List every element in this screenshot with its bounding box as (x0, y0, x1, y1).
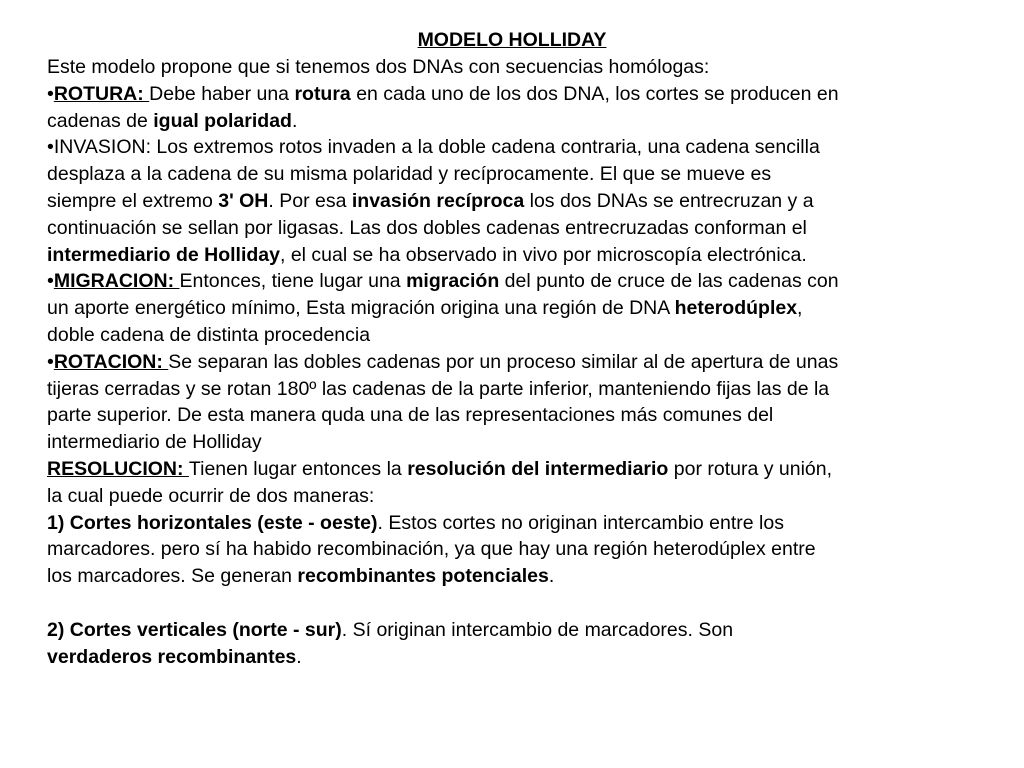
invasion-line-3 (47, 188, 982, 215)
bullet: • (47, 82, 54, 105)
migracion-line-3: doble cadena de distinta procedencia (47, 323, 371, 346)
resolucion-text: por rotura y unión, (668, 457, 833, 480)
invasion-text: siempre el extremo (47, 189, 219, 212)
cortes-horizontales-term: recombinantes potenciales (297, 565, 549, 588)
invasion-text: . Por esa (268, 189, 352, 212)
migracion-line-1 (47, 268, 982, 295)
cortes-horizontales-text: los marcadores. Se generan (47, 565, 298, 588)
rotacion-line-1 (47, 349, 982, 376)
rotura-text: en cada uno de los dos DNA, los cortes se producen en (350, 82, 839, 105)
migracion-text: Entonces, tiene lugar una (179, 270, 407, 293)
migracion-text: un aporte energético mínimo, Esta migración origina una región de DNA (47, 297, 675, 320)
invasion-line-4: continuación se sellan por ligasas. Las dos dobles cadenas entrecruzadas conforman el (47, 216, 807, 239)
slide-body (47, 54, 982, 670)
rotura-label: ROTURA: (53, 82, 150, 105)
invasion-line-2: desplaza a la cadena de su misma polaridad y recíprocamente. El que se mueve es (47, 163, 772, 186)
cortes-horizontales-line-2: marcadores. pero sí ha habido recombinación, ya que hay una región heterodúplex entre (47, 538, 816, 561)
migracion-label: MIGRACION: (53, 270, 180, 293)
cortes-verticales-line-2 (47, 644, 982, 671)
resolucion-term: resolución del intermediario (407, 457, 669, 480)
rotacion-line-3: parte superior. De esta manera quda una de las representaciones más comunes del (47, 404, 774, 427)
invasion-term: invasión recíproca (351, 189, 525, 212)
invasion-line-1: •INVASION: Los extremos rotos invaden a la doble cadena contraria, una cadena sencilla (47, 136, 820, 159)
rotacion-label: ROTACION: (53, 350, 169, 373)
resolucion-text: Tienen lugar entonces la (188, 457, 408, 480)
rotacion-line-4: intermediario de Holliday (47, 431, 262, 454)
rotura-text: Debe haber una (149, 82, 295, 105)
slide-title: MODELO HOLLIDAY (417, 29, 607, 51)
invasion-term: 3' OH (218, 189, 269, 212)
cortes-horizontales-text: . Estos cortes no originan intercambio entre los (377, 511, 784, 534)
rotura-term: rotura (294, 82, 351, 105)
invasion-line-5 (47, 242, 982, 269)
rotura-text: cadenas de (47, 109, 154, 132)
cortes-verticales-line-1 (47, 617, 982, 644)
rotacion-line-2: tijeras cerradas y se rotan 180º las cadenas de la parte inferior, manteniendo fijas las de la (47, 377, 830, 400)
resolucion-line-2: la cual puede ocurrir de dos maneras: (47, 484, 375, 507)
intro-line: Este modelo propone que si tenemos dos DNAs con secuencias homólogas: (47, 56, 710, 78)
invasion-text: los dos DNAs se entrecruzan y a (524, 189, 814, 212)
cortes-verticales-term: verdaderos recombinantes (47, 645, 297, 668)
migracion-text: , (797, 297, 803, 320)
rotura-line-2 (47, 108, 982, 135)
cortes-horizontales-text: . (548, 565, 555, 588)
cortes-horizontales-line-3 (47, 563, 982, 590)
rotura-text: . (291, 109, 298, 132)
resolucion-line-1 (47, 456, 982, 483)
cortes-horizontales-line-1 (47, 510, 982, 537)
blank-line (47, 590, 982, 617)
bullet: • (47, 270, 54, 293)
rotura-line-1 (47, 81, 982, 108)
migracion-text: del punto de cruce de las cadenas con (499, 270, 839, 293)
invasion-term: intermediario de Holliday (47, 243, 280, 266)
cortes-verticales-heading: 2) Cortes verticales (norte - sur) (47, 618, 342, 641)
rotacion-text: Se separan las dobles cadenas por un proceso similar al de apertura de unas (168, 350, 839, 373)
bullet: • (47, 350, 54, 373)
rotura-term: igual polaridad (153, 109, 292, 132)
migracion-line-2 (47, 295, 982, 322)
migracion-term: migración (406, 270, 500, 293)
cortes-verticales-text: . Sí originan intercambio de marcadores. Son (341, 618, 734, 641)
invasion-text: , el cual se ha observado in vivo por microscopía electrónica. (279, 243, 807, 266)
resolucion-label: RESOLUCION: (47, 457, 189, 480)
cortes-verticales-text: . (296, 645, 302, 668)
migracion-term: heterodúplex (674, 297, 798, 320)
cortes-horizontales-heading: 1) Cortes horizontales (este - oeste) (47, 511, 378, 534)
